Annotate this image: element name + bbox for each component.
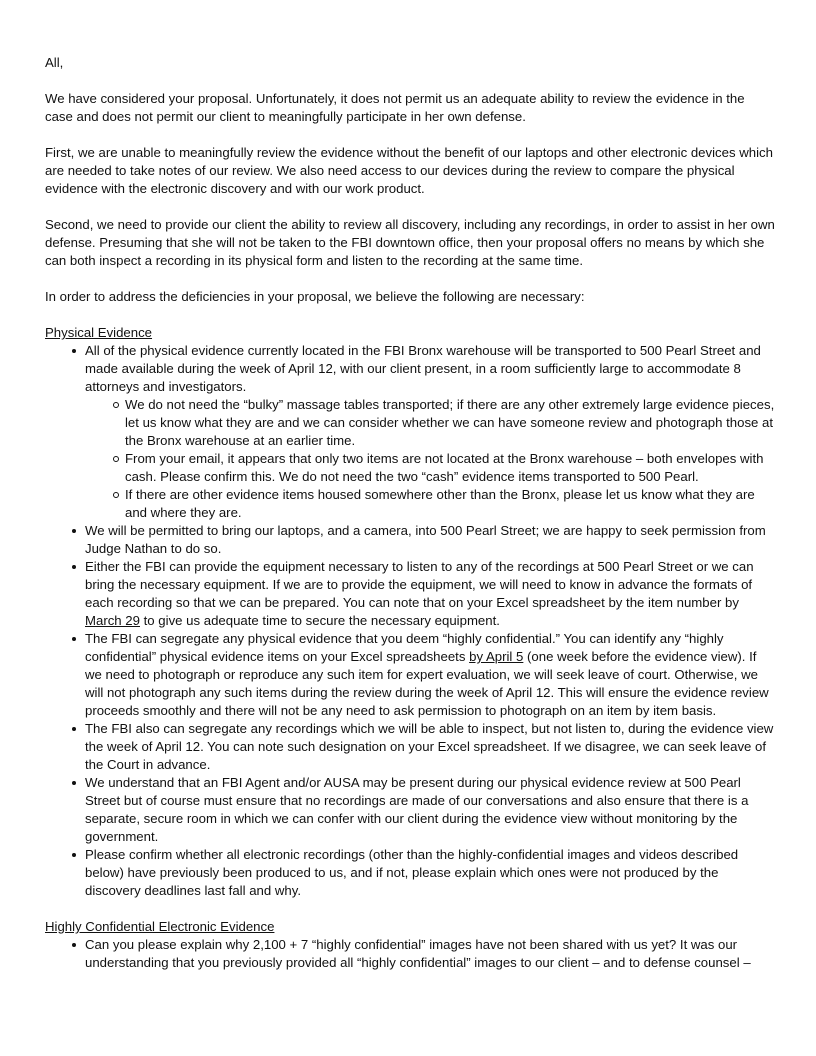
second-paragraph: Second, we need to provide our client the ability to review all discovery, including any recordings, in order to assist in her own defense. Presuming that she will not be taken to the FBI downtown office, then your proposal offers no means by which she can both inspect a recording in its physical form and listen to the recording at the same time. [45,217,775,268]
electronic-evidence-heading: Highly Confidential Electronic Evidence [45,919,275,934]
list-item [45,630,775,720]
letter-body [45,54,775,990]
list-item-text: The FBI can segregate any physical evidence that you deem “highly confidential.” You can identify any “highly confidential” physical evidence items on your Excel spreadsheets [85,631,724,664]
list-item: We will be permitted to bring our laptops, and a camera, into 500 Pearl Street; we are happy to seek permission from Judge Nathan to do so. [45,522,775,558]
sub-list-item: From your email, it appears that only two items are not located at the Bronx warehouse – both envelopes with cash. Please confirm this. We do not need the two “cash” evidence items transported to 500 Pearl. [85,450,775,486]
deadline-date: by April 5 [469,649,524,664]
physical-evidence-heading: Physical Evidence [45,325,153,340]
first-paragraph: First, we are unable to meaningfully review the evidence without the benefit of our laptops and other electronic devices which are needed to take notes of our review. We also need access to our devices during the review to compare the physical evidence with the electronic discovery and with our work product. [45,145,773,196]
list-item: Can you please explain why 2,100 + 7 “highly confidential” images have not been shared with us yet? It was our understanding that you previously provided all “highly confidential” images to our client – and to defense counsel – [45,936,775,972]
intro-paragraph: We have considered your proposal. Unfortunately, it does not permit us an adequate ability to review the evidence in the case and does not permit our client to meaningfully participate in her own defense. [45,91,745,124]
list-item [45,342,775,522]
necessary-paragraph: In order to address the deficiencies in your proposal, we believe the following are necessary: [45,289,585,304]
list-item: The FBI also can segregate any recordings which we will be able to inspect, but not listen to, during the evidence view the week of April 12. You can note such designation on your Excel spreadsheet. If we disagree, we can seek leave of the Court in advance. [45,720,775,774]
physical-evidence-list [45,342,775,900]
deadline-date: March 29 [85,613,140,628]
electronic-evidence-list [45,936,775,972]
greeting: All, [45,55,64,70]
list-item-text: All of the physical evidence currently located in the FBI Bronx warehouse will be transported to 500 Pearl Street and made available during the week of April 12, with our client present, in a room sufficiently large to accommodate 8 attorneys and investigators. [85,343,761,394]
list-item: We understand that an FBI Agent and/or AUSA may be present during our physical evidence review at 500 Pearl Street but of course must ensure that no recordings are made of our conversations and also ensure that there is a separate, secure room in which we can confer with our client during the evidence view without monitoring by the government. [45,774,775,846]
sub-list-item: If there are other evidence items housed somewhere other than the Bronx, please let us know what they are and where they are. [85,486,775,522]
list-item: Please confirm whether all electronic recordings (other than the highly-confidential images and videos described below) have previously been produced to us, and if not, please explain which ones were not produced by the discovery deadlines last fall and why. [45,846,775,900]
list-item-text: (one week before the evidence view). If we need to photograph or reproduce any such item for expert evaluation, we will seek leave of court. Otherwise, we will not photograph any such items during the review during the week of April 12. This will ensure the evidence review proceeds smoothly and there will not be any need to ask permission to photograph on an item by item basis. [85,649,769,718]
sub-list [85,396,775,522]
list-item [45,558,775,630]
list-item-text: Either the FBI can provide the equipment necessary to listen to any of the recordings at 500 Pearl Street or we can bring the necessary equipment. If we are to provide the equipment, we will need to know in advance the formats of each recording so that we can be prepared. You can note that on your Excel spreadsheet by the item number by [85,559,754,610]
list-item-text: to give us adequate time to secure the necessary equipment. [139,613,500,628]
sub-list-item: We do not need the “bulky” massage tables transported; if there are any other extremely large evidence pieces, let us know what they are and we can consider whether we can have someone review and photograph those at the Bronx warehouse at an earlier time. [85,396,775,450]
